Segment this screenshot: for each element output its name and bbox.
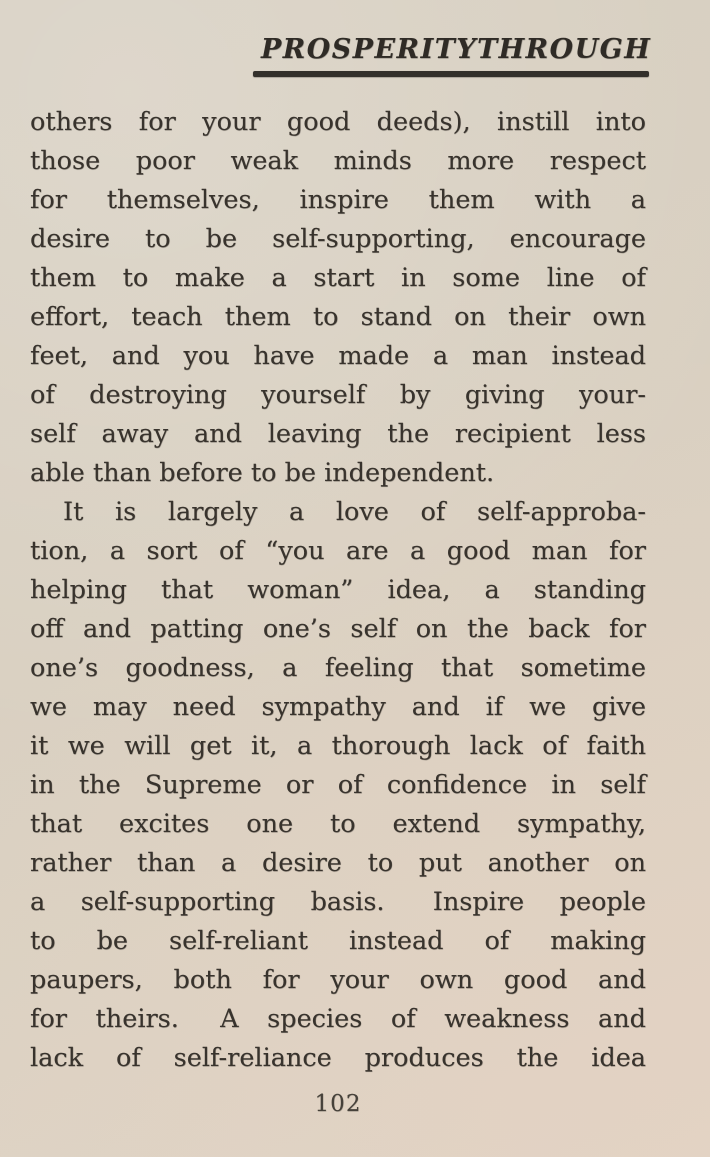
text-line-p2-l5: one’s goodness, a feeling that sometime	[30, 653, 646, 683]
page-number: 102	[314, 1091, 362, 1117]
header-rule-divider	[253, 71, 649, 77]
text-line-p2-l14: for theirs. A species of weakness and	[30, 1004, 646, 1034]
text-line-p2-l2: tion, a sort of “you are a good man for	[30, 536, 646, 566]
running-header-word-right: THROUGH	[477, 34, 652, 65]
text-line-p1-l9: self away and leaving the recipient less	[30, 419, 646, 449]
text-line-p2-l11: a self-supporting basis. Inspire people	[30, 887, 646, 917]
text-line-p2-l13: paupers, both for your own good and	[30, 965, 646, 995]
text-line-p2-l7: it we will get it, a thorough lack of faith	[30, 731, 646, 761]
text-line-p2-l1: It is largely a love of self-approba-	[63, 497, 646, 527]
text-line-p2-l3: helping that woman” idea, a standing	[30, 575, 646, 605]
text-line-p1-l1: others for your good deeds), instill into	[30, 107, 646, 137]
text-line-p2-l15: lack of self-reliance produces the idea	[30, 1043, 646, 1073]
running-header-title	[253, 34, 652, 66]
running-header-word-left: PROSPERITY	[261, 34, 478, 65]
text-line-p2-l8: in the Supreme or of confidence in self	[30, 770, 646, 800]
page-body	[30, 103, 646, 1078]
text-line-p1-l3: for themselves, inspire them with a	[30, 185, 646, 215]
text-line-p1-l4: desire to be self-supporting, encourage	[30, 224, 646, 254]
text-line-p1-l8: of destroying yourself by giving your-	[30, 380, 646, 410]
text-line-p2-l9: that excites one to extend sympathy,	[30, 809, 646, 839]
text-line-p2-l10: rather than a desire to put another on	[30, 848, 646, 878]
text-line-p1-l7: feet, and you have made a man instead	[30, 341, 646, 371]
text-line-p1-l2: those poor weak minds more respect	[30, 146, 646, 176]
text-line-p2-l12: to be self-reliant instead of making	[30, 926, 646, 956]
running-header	[253, 34, 652, 77]
text-line-p2-l4: off and patting one’s self on the back for	[30, 614, 646, 644]
text-line-p1-l5: them to make a start in some line of	[30, 263, 646, 293]
text-line-p1-l6: effort, teach them to stand on their own	[30, 302, 646, 332]
text-line-p1-l10: able than before to be independent.	[30, 458, 495, 488]
text-line-p2-l6: we may need sympathy and if we give	[30, 692, 646, 722]
